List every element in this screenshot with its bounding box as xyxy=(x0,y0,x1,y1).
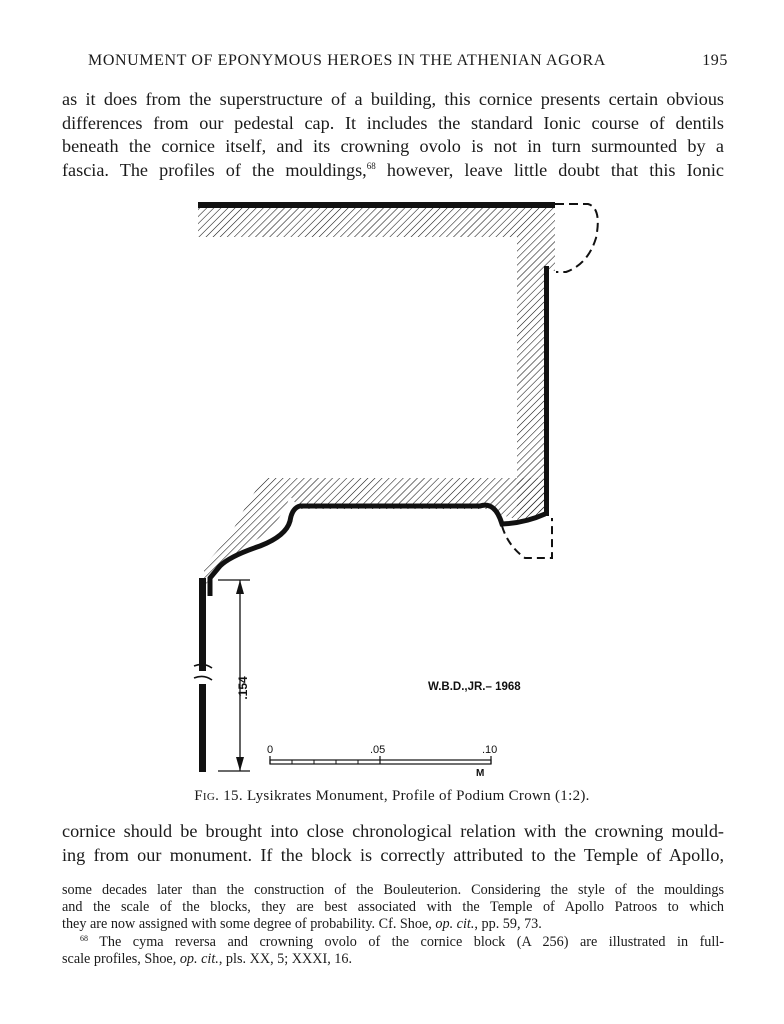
scale-label-0: 0 xyxy=(267,744,274,756)
running-title: MONUMENT OF EPONYMOUS HEROES IN THE ATHENIAN AGORA xyxy=(88,52,606,69)
text-fragment: , pls. XX, 5; XXXI, 16. xyxy=(218,951,353,967)
footnote-ref-68: 68 xyxy=(366,160,376,171)
footnote-line: and the scale of the blocks, they are best associated with the Temple of Apollo Patroos to which xyxy=(62,899,724,915)
footnote-line: some decades later than the construction of the Bouleuterion. Considering the style of the mouldings xyxy=(62,882,724,898)
footnote-line xyxy=(62,951,724,968)
cornice-hatch-band xyxy=(198,205,555,237)
text-fragment: , pp. 59, 73. xyxy=(474,916,542,932)
text-fragment: they are now assigned with some degree of probability. Cf. Shoe, xyxy=(62,916,436,932)
drafter-signature: W.B.D.,JR.– 1968 xyxy=(428,681,521,693)
caption-text: Lysikrates Monument, Profile of Podium Crown (1:2). xyxy=(246,788,590,804)
footnote-continuation xyxy=(62,882,724,933)
break-mark xyxy=(194,676,212,680)
footnote-line xyxy=(62,916,724,933)
text-fragment: however, leave little doubt that this Ionic xyxy=(375,159,724,180)
text-fragment: scale profiles, Shoe, xyxy=(62,951,180,967)
text-line xyxy=(62,159,724,183)
citation-italic: op. cit. xyxy=(179,951,219,967)
left-face-edge xyxy=(199,578,206,671)
text-fragment: fascia. The profiles of the mouldings, xyxy=(62,159,367,180)
text-line: cornice should be brought into close chronological relation with the crowning mould- xyxy=(62,821,724,841)
left-face-edge xyxy=(199,684,206,772)
dimension-arrow xyxy=(236,757,244,771)
dimension-arrow xyxy=(236,580,244,594)
figure-caption xyxy=(0,788,784,805)
text-line: ing from our monument. If the block is correctly attributed to the Temple of Apollo, xyxy=(62,844,724,865)
profile-drawing xyxy=(190,196,610,786)
paragraph-bottom xyxy=(62,820,724,867)
text-line: as it does from the superstructure of a building, this cornice presents certain obvious xyxy=(62,89,724,109)
text-line: beneath the cornice itself, and its crowning ovolo is not in turn surmounted by a xyxy=(62,136,724,156)
cornice-top-edge xyxy=(198,202,555,208)
paragraph-top xyxy=(62,88,724,182)
footnote-marker: 68 xyxy=(80,934,88,943)
restored-ovolo-dashed xyxy=(555,204,598,272)
footnote-68 xyxy=(62,934,724,968)
dimension-label: .154 xyxy=(236,676,250,700)
profile-drawing-figure xyxy=(190,196,610,786)
scale-label-10: .10 xyxy=(482,744,498,756)
scale-label-05: .05 xyxy=(370,744,386,756)
cavetto-hatch xyxy=(204,478,546,586)
citation-italic: op. cit. xyxy=(435,916,475,932)
page-number: 195 xyxy=(702,52,728,69)
caption-label: Fig. 15. xyxy=(194,788,243,804)
right-hatch-strip xyxy=(517,237,555,516)
running-header xyxy=(88,52,728,76)
footnote-line xyxy=(62,934,724,951)
text-line: differences from our pedestal cap. It includes the standard Ionic course of dentils xyxy=(62,112,724,133)
text-fragment: The cyma reversa and crowning ovolo of the cornice block (A 256) are illustrated in full- xyxy=(88,934,724,950)
scale-unit: M xyxy=(476,768,485,779)
